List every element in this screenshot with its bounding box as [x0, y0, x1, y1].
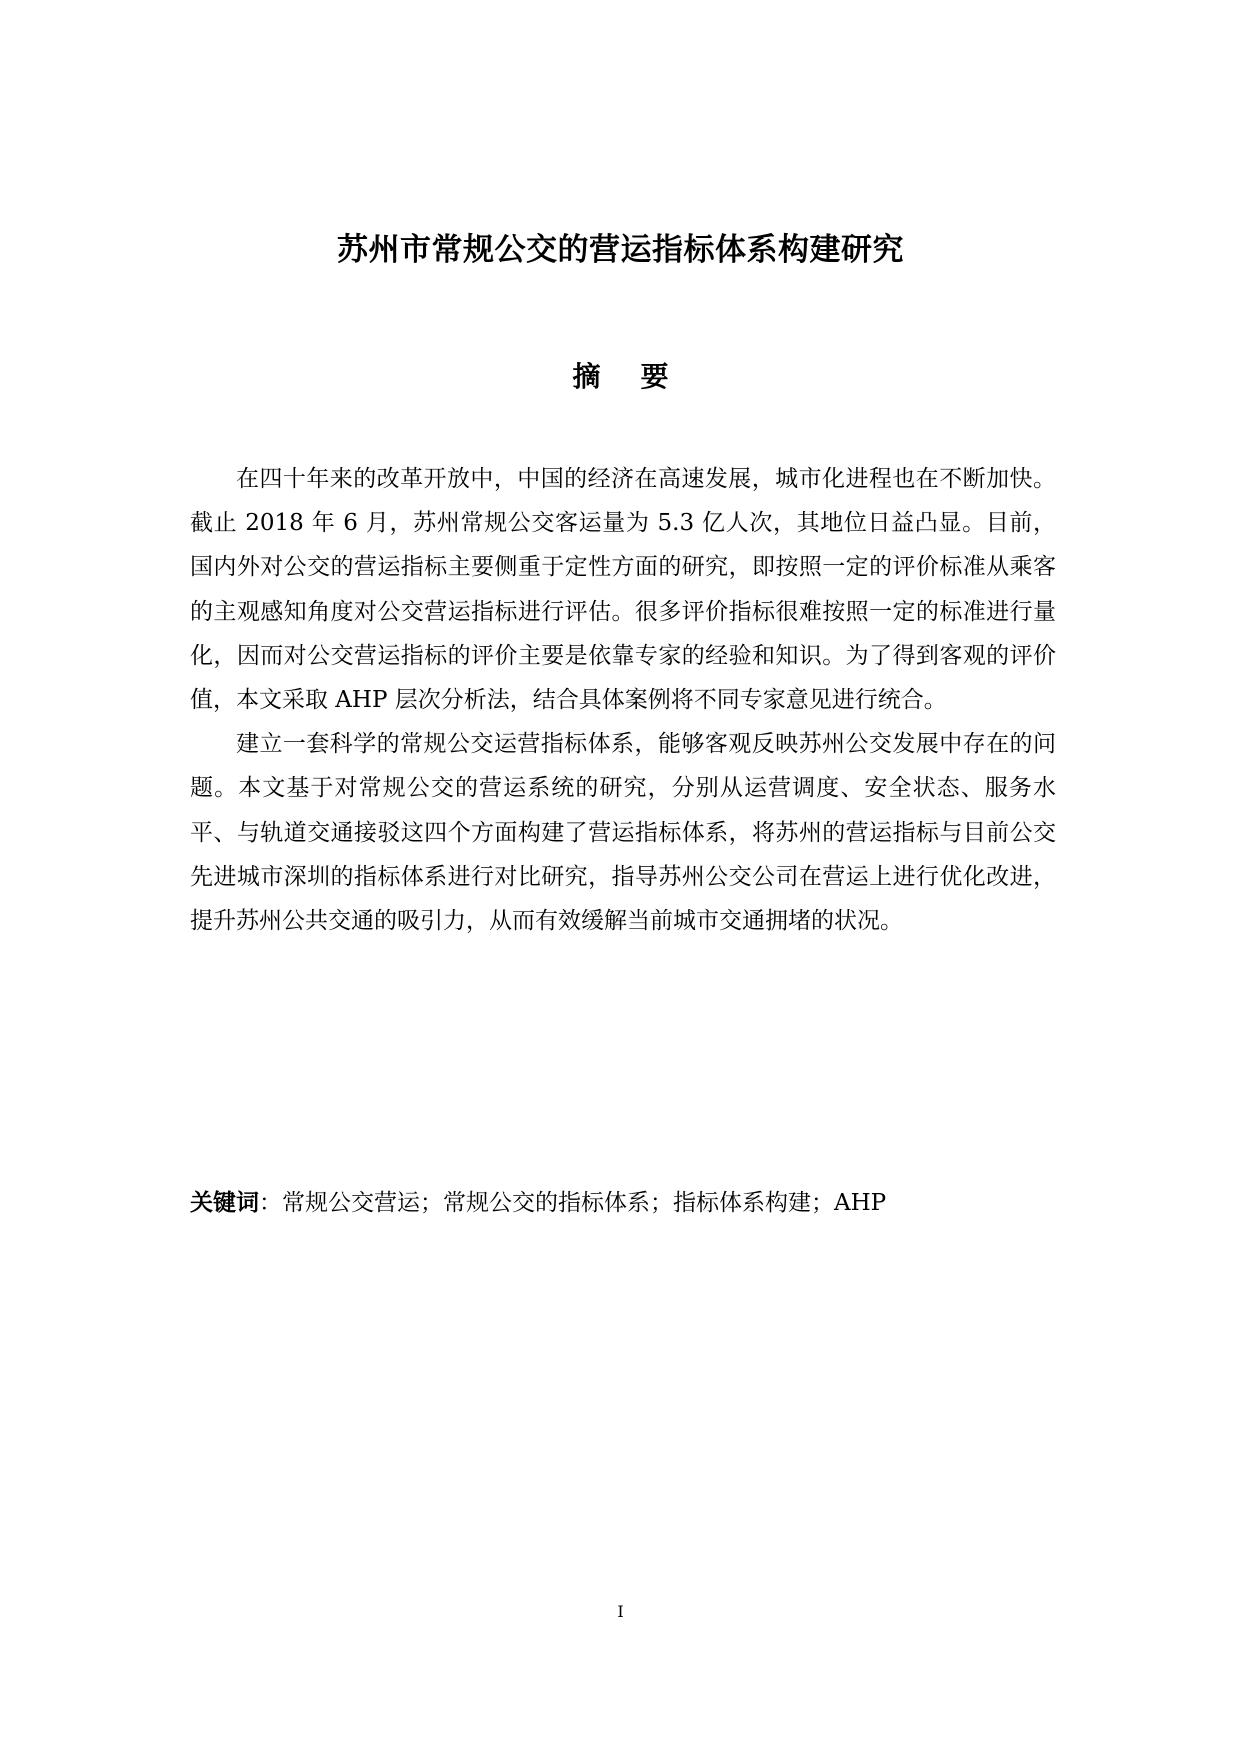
abstract-body: [190, 457, 1056, 943]
page-number: I: [617, 1602, 624, 1621]
abstract-heading: 摘要: [572, 360, 709, 393]
keywords-text: ：常规公交营运；常规公交的指标体系；指标体系构建；AHP: [259, 1190, 887, 1216]
abstract-paragraph-2: 建立一套科学的常规公交运营指标体系，能够客观反映苏州公交发展中存在的问题。本文基于对常规公交的营运系统的研究，分别从运营调度、安全状态、服务水平、与轨道交通接驳这四个方面构建了营运指标体系，将苏州的营运指标与目前公交先进城市深圳的指标体系进行对比研究，指导苏州公交公司在营运上进行优化改进，提升苏州公共交通的吸引力，从而有效缓解当前城市交通拥堵的状况。: [190, 731, 1056, 935]
keywords-label: 关键词: [190, 1190, 259, 1216]
document-title: 苏州市常规公交的营运指标体系构建研究: [337, 232, 904, 268]
abstract-paragraph-1: 在四十年来的改革开放中，中国的经济在高速发展，城市化进程也在不断加快。截止 2018 年 6 月，苏州常规公交客运量为 5.3 亿人次，其地位日益凸显。目前，国内外对公交的营运指标主要侧重于定性方面的研究，即按照一定的评价标准从乘客的主观感知角度对公交营运指标进行评估。很多评价指标很难按照一定的标准进行量化，因而对公交营运指标的评价主要是依靠专家的经验和知识。为了得到客观的评价值，本文采取 AHP 层次分析法，结合具体案例将不同专家意见进行统合。: [190, 466, 1056, 714]
keywords-line: [190, 1183, 1056, 1223]
